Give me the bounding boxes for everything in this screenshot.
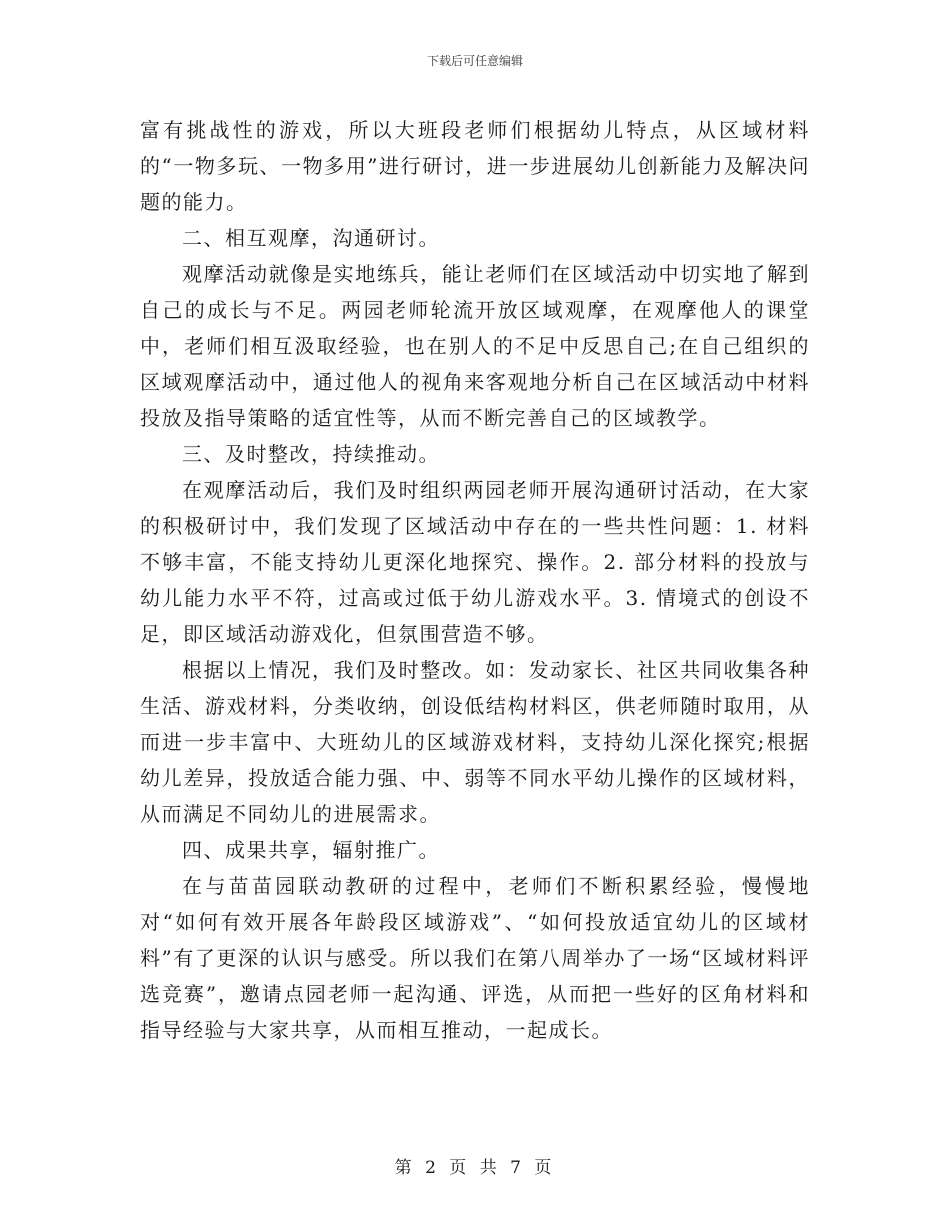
page-number-footer: 第 2 页 共 7 页 <box>394 1158 556 1178</box>
section-heading-4: 四、成果共享，辐射推广。 <box>182 838 440 862</box>
page-header-note: 下载后可任意编辑 <box>426 54 523 68</box>
paragraph-continuation: 富有挑战性的游戏，所以大班段老师们根据幼儿特点，从区域材料的“一物多玩、一物多用”进行研讨，进一步进展幼儿创新能力及解决问题的能力。 <box>140 118 810 214</box>
paragraph-rectification: 根据以上情况，我们及时整改。如：发动家长、社区共同收集各种生活、游戏材料，分类收纳，创设低结构材料区，供老师随时取用，从而进一步丰富中、大班幼儿的区域游戏材料，支持幼儿深化探究;根据幼儿差异，投放适合能力强、中、弱等不同水平幼儿操作的区域材料，从而满足不同幼儿的进展需求。 <box>140 658 810 826</box>
paragraph-sharing: 在与苗苗园联动教研的过程中，老师们不断积累经验，慢慢地对“如何有效开展各年龄段区域游戏”、“如何投放适宜幼儿的区域材料”有了更深的认识与感受。所以我们在第八周举办了一场“区域材料评选竞赛”，邀请点园老师一起沟通、评选，从而把一些好的区角材料和指导经验与大家共享，从而相互推动，一起成长。 <box>140 874 810 1042</box>
section-heading-3: 三、及时整改，持续推动。 <box>182 442 440 466</box>
paragraph-observation: 观摩活动就像是实地练兵，能让老师们在区域活动中切实地了解到自己的成长与不足。两园老师轮流开放区域观摩，在观摩他人的课堂中，老师们相互汲取经验，也在别人的不足中反思自己;在自己组织的区域观摩活动中，通过他人的视角来客观地分析自己在区域活动中材料投放及指导策略的适宜性等，从而不断完善自己的区域教学。 <box>140 262 810 430</box>
paragraph-problems: 在观摩活动后，我们及时组织两园老师开展沟通研讨活动，在大家的积极研讨中，我们发现了区域活动中存在的一些共性问题：1. 材料不够丰富，不能支持幼儿更深化地探究、操作。2. 部分材料的投放与幼儿能力水平不符，过高或过低于幼儿游戏水平。3. 情境式的创设不足，即区域活动游戏化，但氛围营造不够。 <box>140 478 810 646</box>
section-heading-2: 二、相互观摩，沟通研讨。 <box>182 226 440 250</box>
document-body <box>140 112 810 1048</box>
